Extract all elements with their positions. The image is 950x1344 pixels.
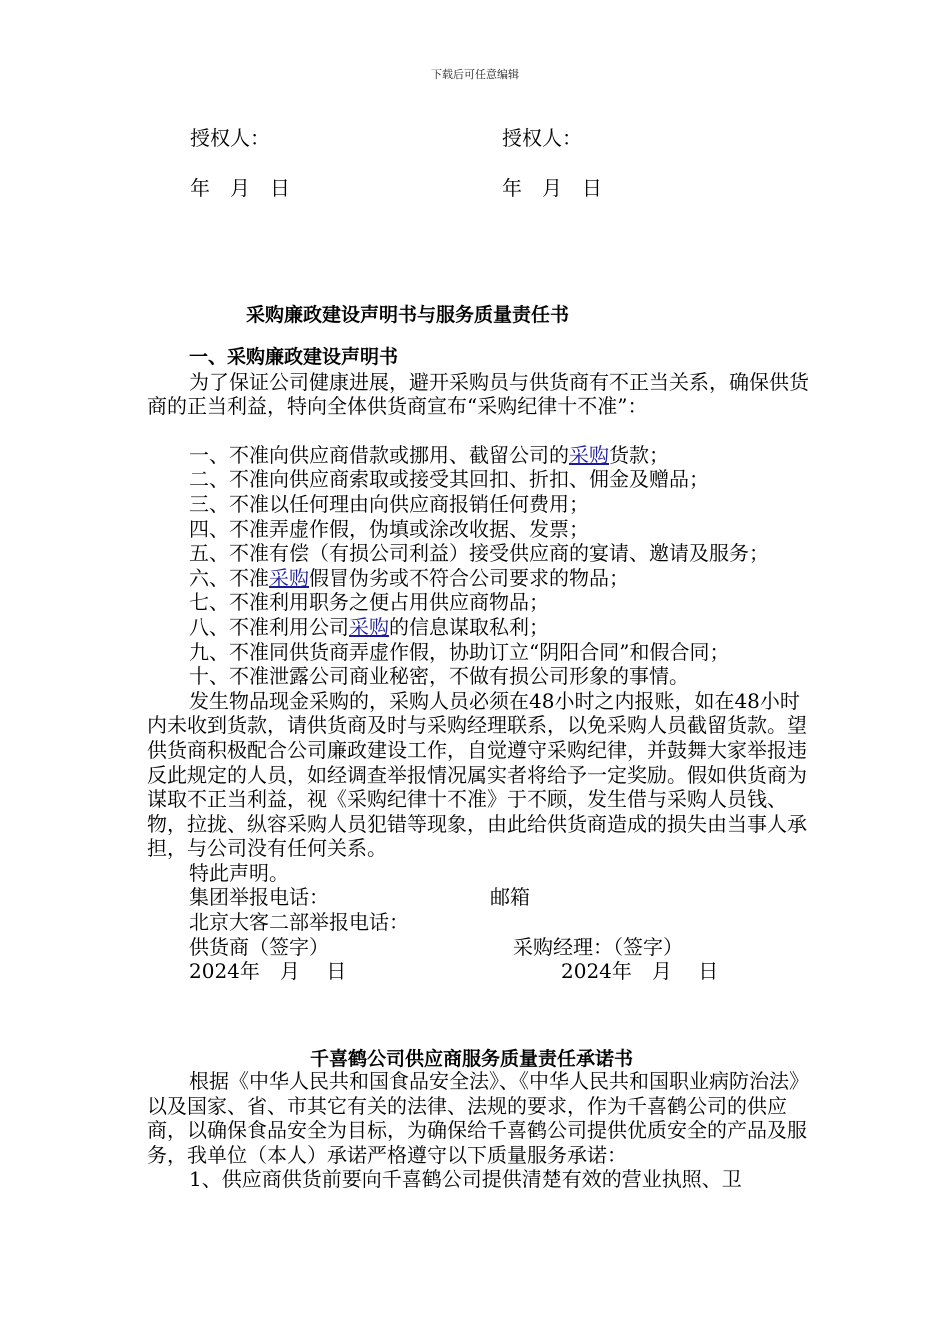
procurement-link[interactable]: 采购 xyxy=(349,614,389,639)
rule-text: 七、不准利用职务之便占用供应商物品； xyxy=(189,590,549,615)
rule-item xyxy=(147,517,813,542)
left-authorized-label: 授权人： xyxy=(190,126,270,150)
rule-item xyxy=(147,590,813,615)
rule-text: 四、不准弄虚作假，伪填或涂改收据、发票； xyxy=(189,516,589,541)
mailbox-label: 邮箱 xyxy=(490,885,530,910)
rule-item xyxy=(147,467,813,492)
rules-list xyxy=(147,443,813,689)
beijing-hotline-row xyxy=(147,910,813,935)
rule-item xyxy=(147,615,813,640)
main-title: 采购廉政建设声明书与服务质量责任书 xyxy=(246,304,570,326)
section1-intro: 为了保证公司健康进展，避开采购员与供货商有不正当关系，确保供货商的正当利益，特向全体供货商宣布“采购纪律十不准”： xyxy=(147,369,809,419)
date-left: 2024年 月 日 xyxy=(189,959,347,984)
section2-item1: 1、供应商供货前要向千喜鹤公司提供清楚有效的营业执照、卫 xyxy=(189,1167,742,1192)
rule-text: 五、不准有偿（有损公司利益）接受供应商的宴请、邀请及服务； xyxy=(189,541,769,566)
rule-item xyxy=(147,640,813,665)
section2-title: 千喜鹤公司供应商服务质量责任承诺书 xyxy=(310,1048,634,1070)
rule-text: 一、不准向供应商借款或挪用、截留公司的 xyxy=(189,442,569,467)
rule-text: 三、不准以任何理由向供应商报销任何费用； xyxy=(189,491,589,516)
date-right: 2024年 月 日 xyxy=(561,959,719,984)
rule-item xyxy=(147,566,813,591)
page-header: 下载后可任意编辑 xyxy=(431,68,519,81)
rule-text: 二、不准向供应商索取或接受其回扣、折扣、佣金及赠品； xyxy=(189,467,709,492)
section2-content xyxy=(147,1069,813,1192)
rule-item xyxy=(147,664,813,689)
rule-text: 八、不准利用公司 xyxy=(189,614,349,639)
supplier-sign-label: 供货商（签字） xyxy=(189,934,329,959)
section2-intro: 根据《中华人民共和国食品安全法》、《中华人民共和国职业病防治法》以及国家、省、市其它有关的法律、法规的要求，作为千喜鹤公司的供应商，以确保食品安全为目标，为确保给千喜鹤公司提供优质安全的产品及服务，我单位（本人）承诺严格遵守以下质量服务承诺： xyxy=(147,1069,809,1167)
beijing-hotline-label: 北京大客二部举报电话： xyxy=(189,910,409,935)
rule-text: 九、不准同供货商弄虚作假，协助订立“阴阳合同”和假合同； xyxy=(189,639,730,664)
rule-text: 六、不准 xyxy=(189,565,269,590)
spacer xyxy=(147,419,813,443)
section1-body: 发生物品现金采购的，采购人员必须在48小时之内报账，如在48小时内未收到货款，请供货商及时与采购经理联系，以免采购人员截留货款。望供货商积极配合公司廉政建设工作，自觉遵守采购纪律，并鼓舞大家举报违反此规定的人员，如经调查举报情况属实者将给予一定奖励。假如供货商为谋取不正当利益，视《采购纪律十不准》于不顾，发生借与采购人员钱、物，拉拢、纵容采购人员犯错等现象，由此给供货商造成的损失由当事人承担，与公司没有任何关系。 xyxy=(147,688,807,861)
hotline-label: 集团举报电话： xyxy=(189,885,329,910)
rule-text-after: 假冒伪劣或不符合公司要求的物品； xyxy=(309,565,629,590)
rule-item xyxy=(147,492,813,517)
date-row xyxy=(147,959,813,984)
right-date-label: 年 月 日 xyxy=(502,176,602,200)
procurement-link[interactable]: 采购 xyxy=(269,565,309,590)
rule-item xyxy=(147,443,813,468)
section1-content xyxy=(147,345,813,984)
section1-heading: 一、采购廉政建设声明书 xyxy=(189,346,399,368)
left-date-label: 年 月 日 xyxy=(190,176,290,200)
rule-text-after: 货款； xyxy=(609,442,669,467)
rule-text-after: 的信息谋取私利； xyxy=(389,614,549,639)
procurement-link[interactable]: 采购 xyxy=(569,442,609,467)
declaration: 特此声明。 xyxy=(189,860,289,885)
manager-sign-label: 采购经理：（签字） xyxy=(513,934,683,959)
hotline-row xyxy=(147,885,813,910)
signature-row xyxy=(147,935,813,960)
right-authorized-label: 授权人： xyxy=(502,126,582,150)
rule-item xyxy=(147,541,813,566)
rule-text: 十、不准泄露公司商业秘密，不做有损公司形象的事情。 xyxy=(189,664,689,689)
